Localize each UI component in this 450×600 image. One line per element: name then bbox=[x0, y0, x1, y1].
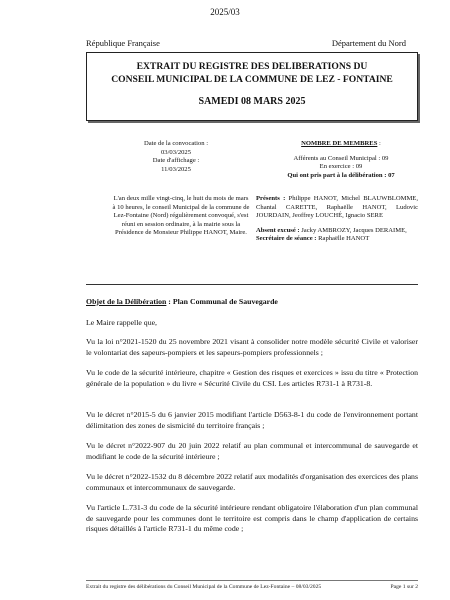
title-line-2: CONSEIL MUNICIPAL DE LA COMMUNE DE LEZ - FONTAINE bbox=[111, 74, 393, 85]
footer-text: Extrait du registre des délibérations du Conseil Municipal de la Commune de Lez-Fontaine – 08/03/2025 bbox=[86, 584, 322, 590]
members-header bbox=[256, 140, 426, 149]
objet-label: Objet de la Délibération bbox=[86, 297, 167, 306]
convocation-date: 03/03/2025 bbox=[160, 148, 192, 156]
affichage-label: Date d'affichage : bbox=[152, 157, 200, 165]
presents-names: Philippe HANOT, Michel BLAUWBLOMME, Chantal CARETTE, Raphaëlle HANOT, Ludovic JOURDAIN, Jeoffrey LOUCHÉ, Ignacio SERE bbox=[256, 195, 418, 219]
intro-text: L'an deux mille vingt-cinq, le huit du mois de mars à 10 heures, le conseil Municipal de la commune de Lez-Fontaine (Nord) régulièrement convoqué, s'est réuni en session ordinaire, à la mairie sous la Présidence de Monsieur Philippe HANOT, Maire. bbox=[112, 195, 250, 236]
paragraph-decret-2022-1532: Vu le décret n°2022-1532 du 8 décembre 2022 relatif aux modalités d'organisation des exercices des plans communaux et intercommunaux de sauvegarde. bbox=[86, 472, 418, 492]
members-participe: Qui ont pris part à la délibération : 07 bbox=[287, 171, 395, 179]
objet-line bbox=[86, 297, 278, 306]
convocation-info bbox=[106, 140, 246, 174]
affichage-date: 11/03/2025 bbox=[161, 165, 191, 173]
secretaire-name: Raphaëlle HANOT bbox=[316, 235, 370, 242]
members-exercice: En exercice : 09 bbox=[319, 163, 363, 171]
paragraph-loi-2021: Vu la loi n°2021-1520 du 25 novembre 2021 visant à consolider notre modèle sécurité Civile et valoriser le volontariat des sapeurs-pompiers et les sapeurs-pompiers professionnels ; bbox=[86, 337, 418, 357]
members-afferents: Afférents au Conseil Municipal : 09 bbox=[293, 154, 389, 162]
paragraph-code-securite: Vu le code de la sécurité intérieure, chapitre « Gestion des risques et exercices » issu du titre « Protection générale de la population » du livre « Sécurité Civile du CSI. Les articles R731-1 à R731-8. bbox=[86, 368, 418, 388]
title-line-1: EXTRAIT DU REGISTRE DES DELIBERATIONS DU bbox=[136, 61, 368, 72]
title-box bbox=[86, 52, 418, 121]
page-footer bbox=[86, 584, 418, 590]
departement-label: Département du Nord bbox=[331, 38, 406, 48]
members-header-colon: : bbox=[377, 140, 381, 147]
attendance bbox=[256, 195, 418, 244]
presents-line bbox=[256, 195, 418, 221]
paragraph-rappel: Le Maire rappelle que, bbox=[86, 318, 158, 327]
republique-label: République Française bbox=[86, 38, 160, 48]
objet-value: : Plan Communal de Sauvegarde bbox=[166, 297, 278, 306]
secretaire-label: Secrétaire de séance : bbox=[256, 235, 317, 242]
absent-names: Jacky AMBROZY, Jacques DERAIME, bbox=[299, 226, 407, 234]
session-date: SAMEDI 08 MARS 2025 bbox=[198, 96, 306, 107]
members-info bbox=[256, 140, 426, 180]
paragraph-decret-2015: Vu le décret n°2015-5 du 6 janvier 2015 modifiant l'article D563-8-1 du code de l'environnement portant délimitation des zones de sismicité du territoire français ; bbox=[86, 410, 418, 430]
paragraph-decret-2022-907: Vu le décret n°2022-907 du 20 juin 2022 relatif au plan communal et intercommunal de sauvegarde et modifiant le code de la sécurité intérieure ; bbox=[86, 441, 418, 461]
page-number: Page 1 sur 2 bbox=[390, 584, 418, 590]
convocation-label: Date de la convocation : bbox=[143, 140, 209, 147]
absent-line bbox=[256, 227, 418, 236]
document-number: 2025/03 bbox=[210, 7, 240, 17]
members-header-text: NOMBRE DE MEMBRES bbox=[301, 140, 378, 147]
presents-label: Présents : bbox=[256, 195, 286, 202]
paragraph-article-l731: Vu l'article L.731-3 du code de la sécurité intérieure rendant obligatoire l'élaboration d'un plan communal de sauvegarde pour les communes dont le territoire est compris dans le champ d'application de certains risques détaillés à l'article R731-1 du même code ; bbox=[86, 503, 418, 534]
secretaire-line bbox=[256, 235, 418, 244]
section-divider bbox=[86, 284, 418, 285]
absent-label: Absent excusé : bbox=[256, 226, 300, 234]
footer-divider bbox=[86, 580, 418, 581]
